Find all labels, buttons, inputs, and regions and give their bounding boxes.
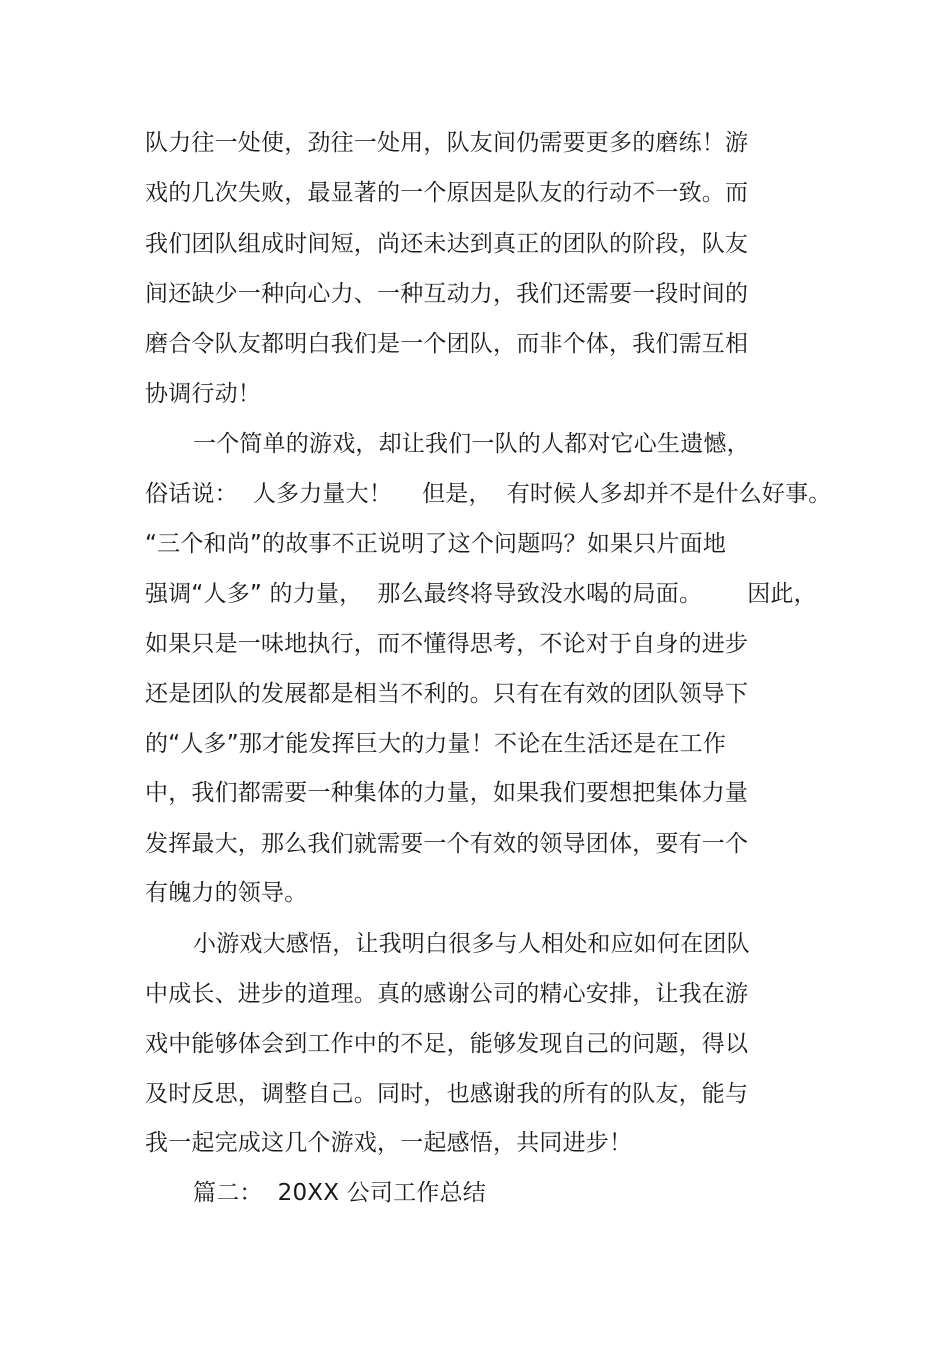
- paragraph-2-line-10: 有魄力的领导。: [145, 880, 308, 906]
- paragraph-1-line-4: 间还缺少一种向心力、一种互动力，我们还需要一段时间的: [145, 281, 749, 307]
- paragraph-3-line-5: 我一起完成这几个游戏，一起感悟，共同进步！: [145, 1130, 633, 1156]
- paragraph-3-line-4: 及时反思，调整自己。同时，也感谢我的所有的队友，能与: [145, 1081, 749, 1107]
- paragraph-3-line-1: 小游戏大感悟，让我明白很多与人相处和应如何在团队: [193, 931, 750, 957]
- paragraph-3-line-3: 戏中能够体会到工作中的不足，能够发现自己的问题，得以: [145, 1031, 749, 1057]
- paragraph-3-line-2: 中成长、进步的道理。真的感谢公司的精心安排，让我在游: [145, 981, 749, 1007]
- paragraph-1-line-5: 磨合令队友都明白我们是一个团队，而非个体，我们需互相: [145, 331, 749, 357]
- section-heading: 篇二： 20XX 公司工作总结: [193, 1180, 486, 1206]
- paragraph-2-line-7: 的“人多”那才能发挥巨大的力量！不论在生活还是在工作: [145, 731, 727, 757]
- paragraph-2-line-5: 如果只是一味地执行，而不懂得思考，不论对于自身的进步: [145, 631, 749, 657]
- paragraph-1-line-6: 协调行动！: [145, 381, 261, 407]
- paragraph-2-line-9: 发挥最大，那么我们就需要一个有效的领导团体，要有一个: [145, 831, 749, 857]
- paragraph-2-line-2: 俗话说： 人多力量大！ 但是， 有时候人多却并不是什么好事。: [145, 481, 832, 507]
- paragraph-2-line-3: “三个和尚”的故事不正说明了这个问题吗？如果只片面地: [145, 531, 727, 557]
- paragraph-2-line-4: 强调“人多” 的力量， 那么最终将导致没水喝的局面。 因此，: [145, 581, 817, 607]
- paragraph-2-line-6: 还是团队的发展都是相当不利的。只有在有效的团队领导下: [145, 681, 749, 707]
- paragraph-1-line-3: 我们团队组成时间短，尚还未达到真正的团队的阶段，队友: [145, 231, 749, 257]
- paragraph-1-line-1: 队力往一处使，劲往一处用，队友间仍需要更多的磨练！游: [145, 130, 749, 156]
- paragraph-1-line-2: 戏的几次失败，最显著的一个原因是队友的行动不一致。而: [145, 180, 749, 206]
- paragraph-2-line-1: 一个简单的游戏，却让我们一队的人都对它心生遗憾，: [193, 431, 750, 457]
- paragraph-2-line-8: 中，我们都需要一种集体的力量，如果我们要想把集体力量: [145, 780, 749, 806]
